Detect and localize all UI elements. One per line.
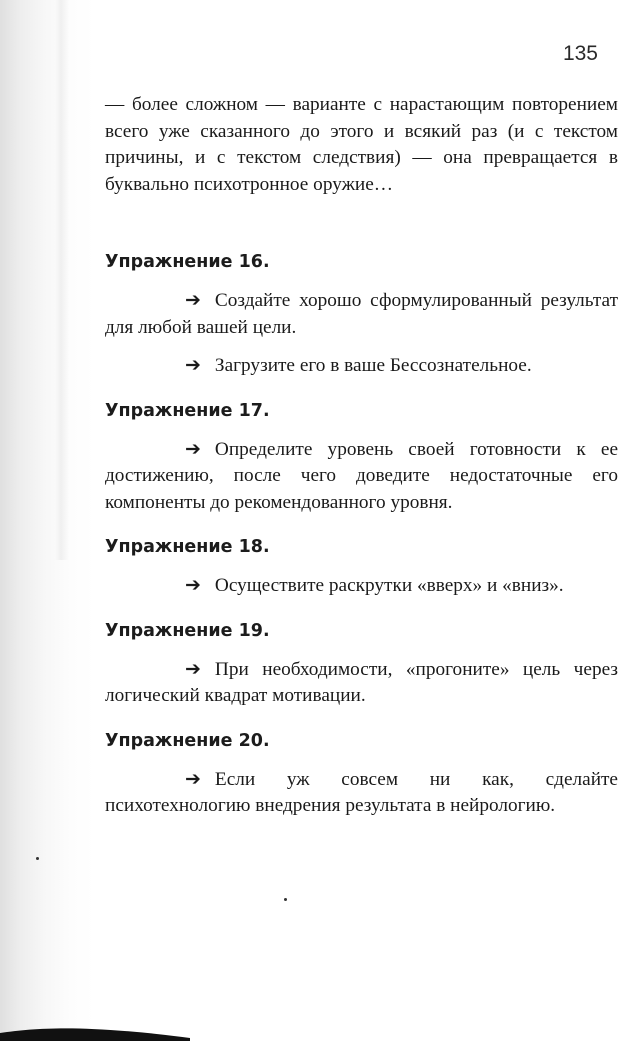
- arrow-right-icon: ➔: [185, 354, 201, 376]
- exercise-16: [105, 250, 618, 380]
- scan-speck: [284, 898, 287, 901]
- page-number: 135: [562, 42, 598, 65]
- exercise-step: [105, 656, 618, 710]
- book-spine-shadow: [0, 0, 95, 1041]
- step-text: Определите уровень своей готовности к ее достижению, после чего доведите недостаточные его компоненты до рекомендованного уровня.: [105, 438, 618, 513]
- exercise-step: [105, 766, 618, 820]
- step-text: При необходимости, «прогоните» цель через логический квадрат мотивации.: [105, 658, 618, 706]
- exercise-step: [105, 352, 618, 380]
- exercise-20: [105, 729, 618, 820]
- scan-speck: [36, 857, 39, 860]
- exercise-heading: Упражнение 20.: [105, 730, 270, 751]
- exercise-18: [105, 535, 618, 600]
- page-body: [105, 92, 618, 839]
- exercise-step: [105, 572, 618, 600]
- exercise-heading: Упражнение 17.: [105, 400, 270, 421]
- arrow-right-icon: ➔: [185, 437, 201, 460]
- exercise-heading: Упражнение 16.: [105, 252, 270, 272]
- arrow-right-icon: ➔: [185, 657, 201, 680]
- page-curl-shadow: [0, 1019, 190, 1041]
- exercise-heading: Упражнение 19.: [105, 620, 270, 641]
- step-text: Если уж совсем ни как, сделайте психотехнологию внедрения результата в нейрологию.: [105, 768, 618, 816]
- exercise-heading: Упражнение 18.: [105, 537, 270, 557]
- exercise-19: [105, 619, 618, 710]
- book-spine-streak: [55, 0, 69, 560]
- exercise-step: [105, 436, 618, 517]
- arrow-right-icon: ➔: [185, 289, 201, 311]
- step-text: Осуществите раскрутки «вверх» и «вниз».: [214, 575, 564, 596]
- exercise-step: [105, 287, 618, 341]
- arrow-right-icon: ➔: [185, 574, 201, 596]
- step-text: Загрузите его в ваше Бессознательное.: [214, 355, 532, 376]
- step-text: Создайте хорошо сформулированный результат для любой вашей цели.: [105, 290, 618, 338]
- intro-paragraph: — более сложном — варианте с нарастающим повторением всего уже сказанного до этого и всякий раз (и с текстом причины, и с текстом следствия) — она превращается в буквально психотронное оружие…: [105, 94, 618, 195]
- exercise-17: [105, 399, 618, 517]
- arrow-right-icon: ➔: [185, 767, 201, 790]
